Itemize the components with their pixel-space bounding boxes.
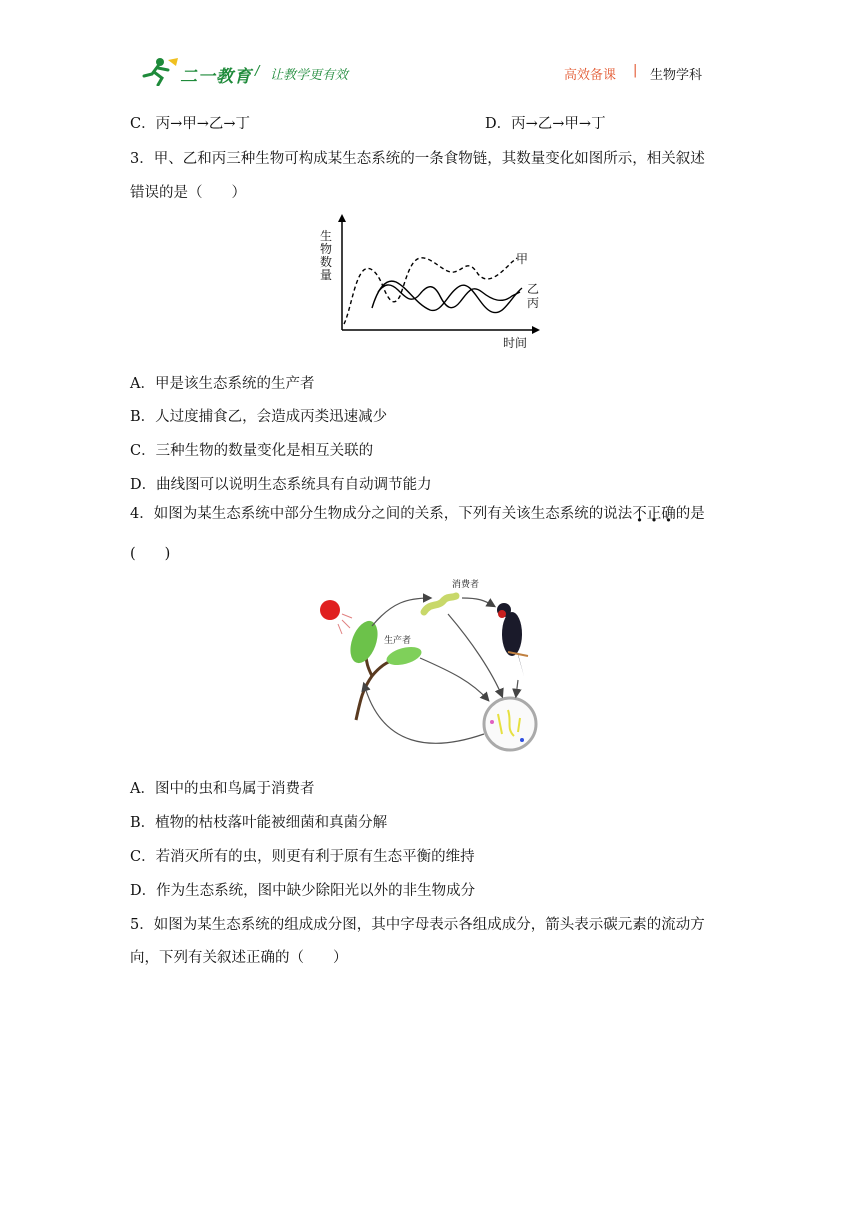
runner-logo-icon	[140, 56, 180, 86]
q2-option-c: C．丙→甲→乙→丁	[130, 116, 251, 132]
q3-option-c: C．三种生物的数量变化是相互关联的	[130, 443, 374, 459]
ylabel-char: 量	[320, 268, 333, 282]
emphasis-char: 正	[646, 506, 662, 522]
q4-option-d: D．作为生态系统，图中缺少除阳光以外的非生物成分	[130, 883, 476, 899]
q4-option-b: B．植物的枯枝落叶能被细菌和真菌分解	[130, 815, 388, 831]
arrow-insect-to-decomposer	[448, 614, 502, 696]
q4-option-a: A．图中的虫和鸟属于消费者	[130, 781, 315, 797]
q3-option-d: D．曲线图可以说明生态系统具有自动调节能力	[130, 477, 432, 493]
emphasis-char: 不	[632, 506, 647, 522]
header-label-prep: 高效备课	[564, 68, 617, 83]
leaf-icon	[385, 644, 424, 669]
header-label-subject: 生物学科	[650, 68, 703, 83]
brand-slogan: 让教学更有效	[270, 68, 349, 83]
q3-option-a: A．甲是该生态系统的生产者	[130, 376, 315, 392]
arrow-insect-to-bird	[462, 598, 494, 606]
header-divider: |	[633, 63, 638, 78]
y-axis-arrow-icon	[338, 214, 346, 222]
q4-stem-pre: 4．如图为某生态系统中部分生物成分之间的关系，下列有关该生态系统的说法	[130, 506, 633, 522]
q4-stem-line2: ( )	[130, 546, 171, 562]
series-label-yi: 乙	[527, 282, 540, 296]
series-label-jia: 甲	[516, 252, 529, 266]
curve-jia	[344, 258, 517, 324]
ylabel-char: 数	[320, 255, 333, 269]
q3-stem-line1: 3．甲、乙和丙三种生物可构成某生态系统的一条食物链，其数量变化如图所示，相关叙述	[130, 151, 705, 167]
q3-chart-ylabel	[320, 230, 334, 282]
ylabel-char: 生	[320, 229, 333, 243]
emphasis-char: 确	[661, 506, 676, 522]
q4-stem-line1	[130, 502, 705, 523]
fig-label-consumer: 消费者	[452, 580, 480, 590]
q3-chart-xlabel: 时间	[503, 336, 528, 350]
leaf-icon	[345, 617, 383, 667]
q4-ecosystem-figure	[312, 572, 552, 756]
sun-rays-icon	[338, 614, 352, 634]
q2-option-d: D．丙→乙→甲→丁	[485, 116, 606, 132]
arrow-decomposer-to-plant	[364, 684, 484, 743]
x-axis-arrow-icon	[532, 326, 540, 334]
ylabel-char: 物	[320, 242, 333, 256]
arrow-bird-to-decomposer	[516, 680, 518, 696]
q5-stem-line1: 5．如图为某生态系统的组成成分图，其中字母表示各组成成分，箭头表示碳元素的流动方	[130, 917, 705, 933]
curve-yi	[372, 281, 522, 312]
fig-label-producer: 生产者	[384, 636, 412, 646]
series-label-bing: 丙	[527, 296, 540, 310]
microbe-dot-icon	[520, 738, 524, 742]
q3-option-b: B．人过度捕食乙，会造成丙类迅速减少	[130, 409, 388, 425]
divider-slash: /	[255, 64, 260, 79]
arrow-plant-to-decomposer	[420, 658, 488, 700]
q4-option-c: C．若消灭所有的虫，则更有利于原有生态平衡的维持	[130, 849, 475, 865]
q3-stem-line2: 错误的是（ ）	[130, 185, 246, 201]
sun-icon	[320, 600, 340, 620]
swallow-bird-icon	[497, 603, 528, 676]
q3-population-figure	[312, 212, 552, 352]
q4-stem-post: 的是	[675, 506, 705, 522]
microbe-dot-icon	[490, 720, 494, 724]
q5-stem-line2: 向，下列有关叙述正确的（ ）	[130, 950, 348, 966]
brand-name: 二一教育	[180, 67, 252, 87]
